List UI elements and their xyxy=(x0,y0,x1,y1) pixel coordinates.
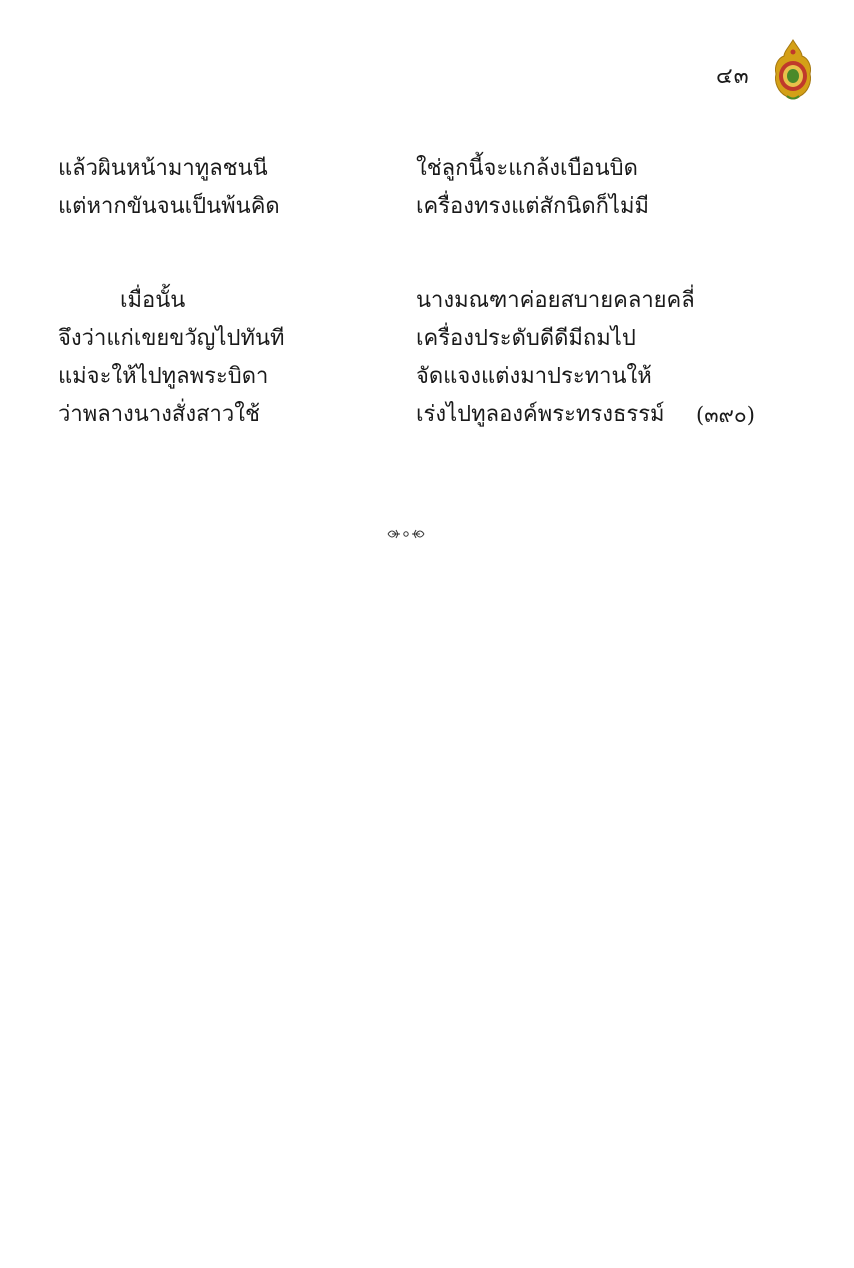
verse-line xyxy=(58,188,818,226)
verse-line-left: แล้วผินหน้ามาทูลชนนี xyxy=(58,156,268,181)
verse-line-left: จึงว่าแก่เขยขวัญไปทันที xyxy=(58,326,285,351)
verse-line-right: เร่งไปทูลองค์พระทรงธรรม์ xyxy=(416,402,665,427)
verse-line xyxy=(58,396,818,434)
stanza-1 xyxy=(58,150,818,226)
royal-emblem-icon xyxy=(770,38,816,102)
verse-line xyxy=(58,358,818,396)
verse-line-right: เครื่องประดับดีดีมีถมไป xyxy=(416,326,636,351)
verse-line-left: ว่าพลางนางสั่งสาวใช้ xyxy=(58,402,260,427)
page-number: ๔๓ xyxy=(716,64,750,89)
verse-line-right: เครื่องทรงแต่สักนิดก็ไม่มี xyxy=(416,194,649,219)
floral-ornament-icon xyxy=(386,524,426,544)
verse-line-right: ใช่ลูกนี้จะแกล้งเบือนบิด xyxy=(416,156,638,181)
verse-line xyxy=(58,320,818,358)
verse-line-right: นางมณฑาค่อยสบายคลายคลี่ xyxy=(416,288,695,313)
verse-line-right: จัดแจงแต่งมาประทานให้ xyxy=(416,364,652,389)
verse-line xyxy=(58,150,818,188)
stanza-2 xyxy=(58,282,818,434)
verse-line-left: เมื่อนั้น xyxy=(120,288,186,313)
verse-number: (๓๙๐) xyxy=(696,403,755,427)
verse-line-left: แต่หากขันจนเป็นพ้นคิด xyxy=(58,194,280,219)
verse-line-left: แม่จะให้ไปทูลพระบิดา xyxy=(58,364,269,389)
verse-line xyxy=(58,282,818,320)
